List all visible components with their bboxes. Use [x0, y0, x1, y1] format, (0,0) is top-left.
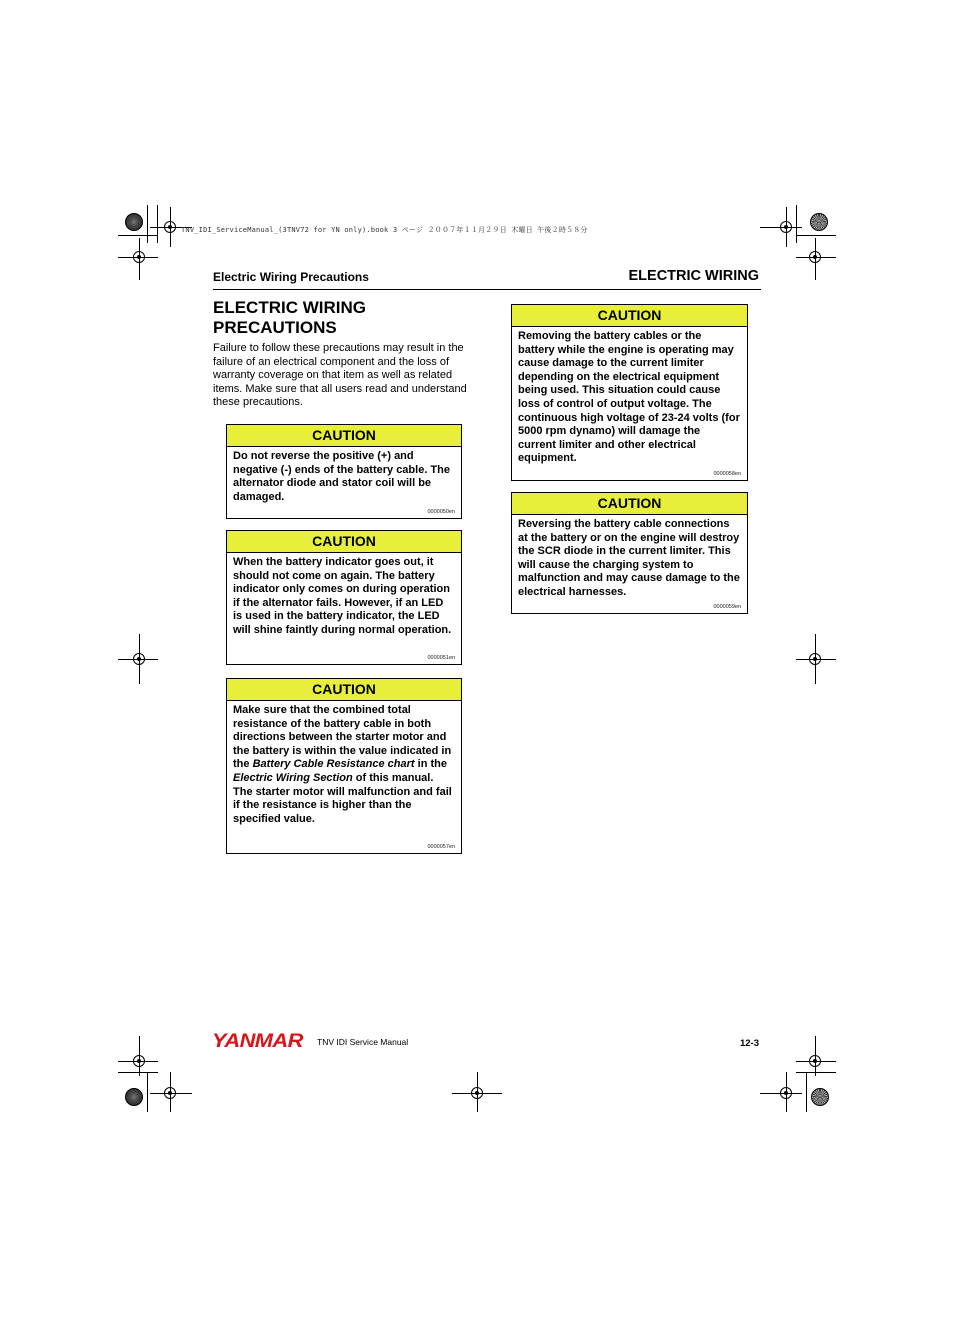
section-reference: Electric Wiring Section [233, 771, 353, 784]
printer-slug: TNV_IDI_ServiceManual_(3TNV72 for YN only).book 3 ページ ２００７年１１月２９日 木曜日 午後２時５８分 [181, 226, 588, 234]
caution-label: CAUTION [512, 493, 747, 515]
yanmar-logo: YANMAR [212, 1031, 303, 1052]
caution-code: 0000050en [427, 509, 455, 515]
caution-code: 0000059en [713, 604, 741, 610]
crop-mark [118, 659, 158, 660]
registration-disc [810, 213, 828, 231]
caution-box-reverse-polarity [226, 424, 462, 519]
crop-mark [147, 1072, 148, 1112]
running-header-left: Electric Wiring Precautions [213, 270, 369, 284]
registration-disc [125, 213, 143, 231]
chart-reference: Battery Cable Resistance chart [252, 758, 415, 771]
caution-code: 0000051en [427, 655, 455, 661]
caution-box-reversing-connections [511, 492, 748, 614]
crop-mark [118, 235, 158, 236]
manual-title: TNV IDI Service Manual [317, 1037, 409, 1047]
page-title: ELECTRIC WIRING PRECAUTIONS [213, 298, 366, 337]
caution-code: 0000057en [427, 844, 455, 850]
crop-mark [796, 659, 836, 660]
caution-text: Reversing the battery cable connections at the battery or on the engine will destroy the SCR diode in the current limiter. This will cause the charging system to malfunction and may cause damage to the electrical harnesses. [518, 518, 740, 598]
intro-paragraph: Failure to follow these precautions may result in the failure of an electrical component and the loss of warranty coverage on that item as well as related items. Make sure that all users read and understand these precautions. [213, 342, 467, 409]
caution-code: 0000058en [713, 471, 741, 477]
caution-label: CAUTION [227, 425, 461, 447]
caution-text [227, 701, 461, 826]
registration-disc [811, 1088, 829, 1106]
crop-mark [796, 1072, 836, 1073]
crop-mark [815, 238, 816, 280]
caution-label: CAUTION [227, 531, 461, 553]
crop-mark [139, 238, 140, 280]
caution-text: When the battery indicator goes out, it should not come on again. The battery indicator only comes on during operation if the alternator fails. However, if an LED is used in the battery indicator, the LED will shine faintly during normal operation. [233, 556, 452, 636]
registration-disc [125, 1088, 143, 1106]
crop-mark [796, 1061, 836, 1062]
crop-mark [150, 1093, 192, 1094]
caution-box-battery-indicator [226, 530, 462, 665]
caution-text-part: in the [414, 758, 447, 771]
caution-text-part: Make sure that the combined total resistance of the battery cable in both directions between the starter motor and the battery is within the value indicated in the [233, 704, 452, 771]
crop-mark [139, 1036, 140, 1076]
crop-mark [796, 257, 836, 258]
crop-mark [815, 1036, 816, 1076]
running-header-right: ELECTRIC WIRING [628, 268, 759, 284]
crop-mark [157, 205, 158, 243]
caution-label: CAUTION [512, 305, 747, 327]
crop-mark [760, 1093, 802, 1094]
crop-mark [796, 205, 797, 243]
caution-label: CAUTION [227, 679, 461, 701]
caution-text-part: of this manual. The starter motor will malfunction and fail if the resistance is higher than the specified value. [233, 771, 452, 825]
crop-mark [760, 227, 802, 228]
caution-text: Do not reverse the positive (+) and negative (-) ends of the battery cable. The alternator diode and stator coil will be damaged. [233, 450, 450, 503]
crop-mark [477, 1072, 478, 1112]
page-number: 12-3 [739, 1038, 759, 1049]
crop-mark [147, 205, 148, 243]
crop-mark [170, 1072, 171, 1112]
crop-mark [796, 235, 836, 236]
crop-mark [806, 1072, 807, 1112]
crop-mark [118, 1061, 158, 1062]
caution-box-cable-resistance [226, 678, 462, 854]
crop-mark [118, 1072, 158, 1073]
crop-mark [786, 1072, 787, 1112]
caution-box-removing-battery [511, 304, 748, 481]
header-rule [213, 289, 761, 290]
crop-mark [118, 257, 158, 258]
caution-text: Removing the battery cables or the battery while the engine is operating may cause damage to the current limiter depending on the electrical equipment being used. This situation could cause loss of control of output voltage. The continuous high voltage of 23-24 volts (for 5000 rpm dynamo) will damage the current limiter and other electrical equipment. [518, 330, 740, 465]
crop-mark [452, 1093, 502, 1094]
